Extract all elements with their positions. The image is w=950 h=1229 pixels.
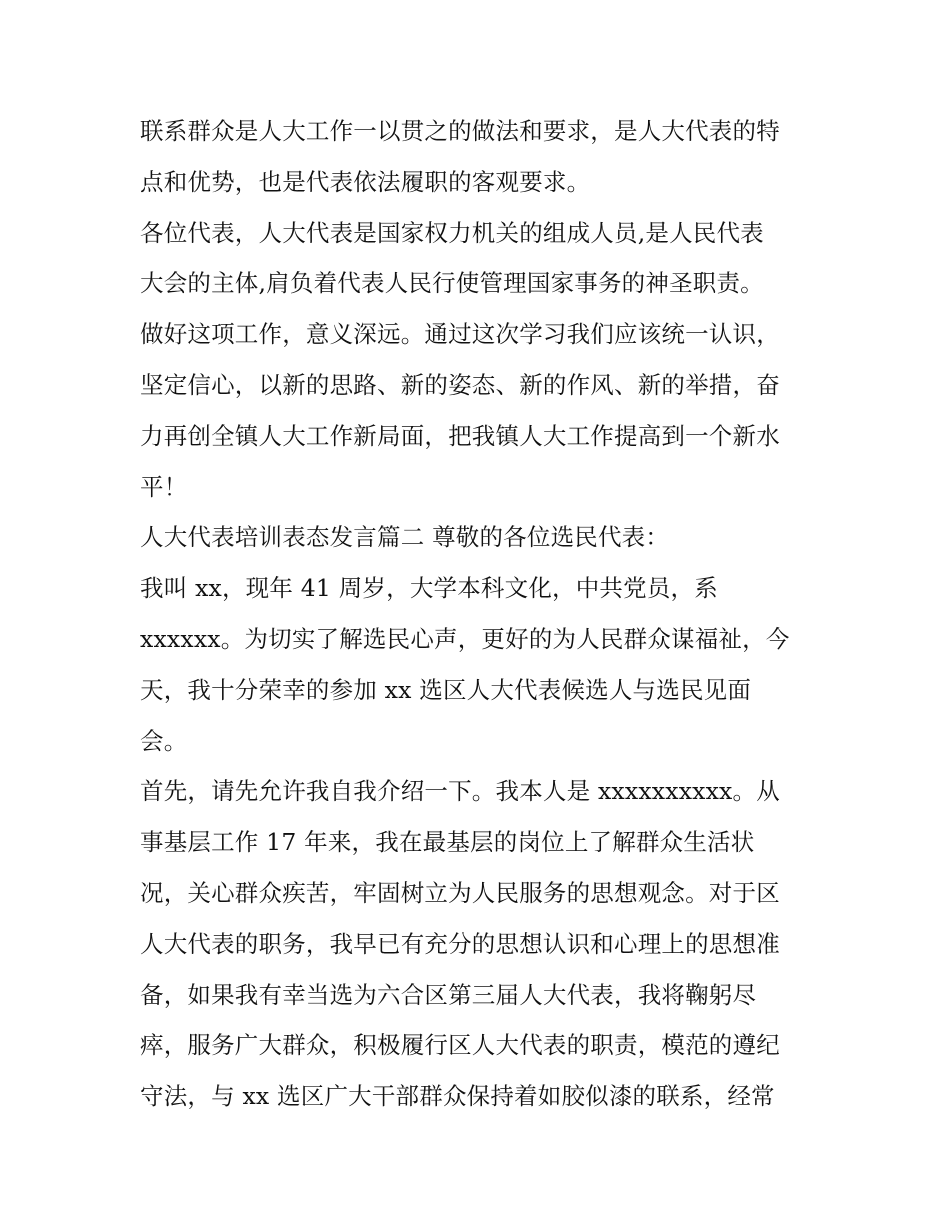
text-line: 做好这项工作，意义深远。通过这次学习我们应该统一认识， xyxy=(140,320,780,349)
text-line: 平！ xyxy=(140,472,188,501)
text-line: 况，关心群众疾苦，牢固树立为人民服务的思想观念。对于区 xyxy=(140,878,780,907)
text-line: 坚定信心，以新的思路、新的姿态、新的作风、新的举措，奋 xyxy=(140,370,780,399)
text-line: 我叫 xx，现年 41 周岁，大学本科文化，中共党员，系 xyxy=(140,574,718,603)
text-line: 首先，请先允许我自我介绍一下。我本人是 xxxxxxxxxx。从 xyxy=(140,777,780,806)
text-line: 各位代表，人大代表是国家权力机关的组成人员,是人民代表 xyxy=(140,218,764,247)
text-line: 事基层工作 17 年来，我在最基层的岗位上了解群众生活状 xyxy=(140,828,755,857)
text-line: 力再创全镇人大工作新局面，把我镇人大工作提高到一个新水 xyxy=(140,421,780,450)
text-line: 备，如果我有幸当选为六合区第三届人大代表，我将鞠躬尽 xyxy=(140,980,757,1009)
section-heading-line: 人大代表培训表态发言篇二 尊敬的各位选民代表： xyxy=(140,523,670,552)
text-line: 瘁，服务广大群众，积极履行区人大代表的职责，模范的遵纪 xyxy=(140,1031,780,1060)
text-line: 大会的主体,肩负着代表人民行使管理国家事务的神圣职责。 xyxy=(140,269,764,298)
text-line: 联系群众是人大工作一以贯之的做法和要求，是人大代表的特 xyxy=(140,117,780,145)
text-line: 守法，与 xx 选区广大干部群众保持着如胶似漆的联系，经常 xyxy=(140,1082,775,1111)
text-line: 人大代表的职务，我早已有充分的思想认识和心理上的思想准 xyxy=(140,929,780,958)
text-line: xxxxxx。为切实了解选民心声，更好的为人民群众谋福祉，今 xyxy=(140,624,790,653)
text-line: 天，我十分荣幸的参加 xx 选区人大代表候选人与选民见面 xyxy=(140,675,752,704)
document-body xyxy=(140,106,820,1122)
text-line: 会。 xyxy=(140,726,188,755)
text-line: 点和优势，也是代表依法履职的客观要求。 xyxy=(140,167,591,196)
